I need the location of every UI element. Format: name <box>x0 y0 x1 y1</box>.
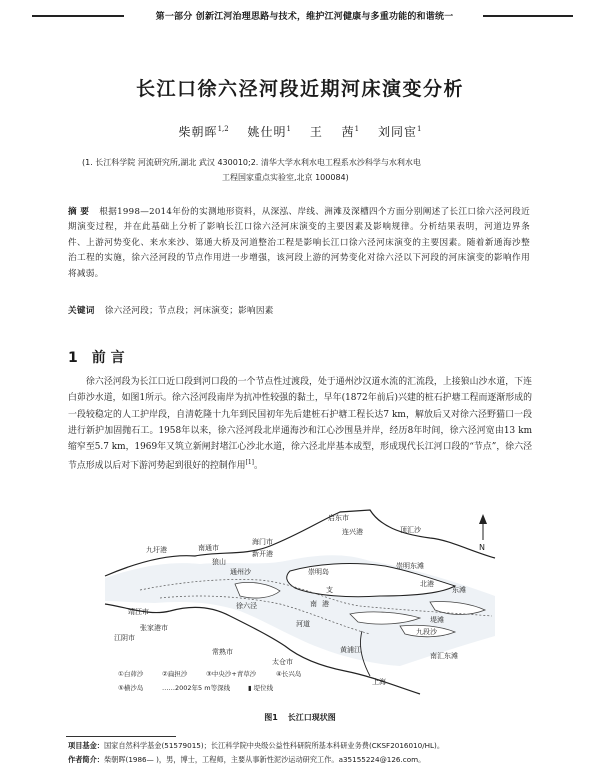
estuary-map <box>100 506 500 706</box>
place-label: 南 <box>310 600 317 608</box>
place-label: 崇明东滩 <box>396 562 424 570</box>
header-rule-left <box>32 15 124 17</box>
author-bio-footnote <box>68 755 538 765</box>
section-number: 1 <box>68 350 78 366</box>
place-label: 顶汇沙 <box>400 526 421 534</box>
place-label: 张家港市 <box>140 624 168 632</box>
affiliations <box>82 155 522 185</box>
footnote-rule <box>66 736 176 737</box>
legend-item: ……2002年5 m等深线 <box>162 684 231 692</box>
author-name: 柴朝晖$^{1,2}$ <box>178 125 229 139</box>
place-label: 九圩港 <box>146 546 167 554</box>
place-label: 南通市 <box>198 544 219 552</box>
section-heading <box>68 347 125 367</box>
paper-title: 长江口徐六泾河段近期河床演变分析 <box>135 78 464 100</box>
author-name: 刘同宦$^1$ <box>377 125 422 139</box>
legend-item: ②扁担沙 <box>162 670 188 678</box>
place-label: 港 <box>322 600 329 608</box>
abstract-label: 摘 要 <box>68 207 90 217</box>
footnote-text: 柴朝晖(1986— )，男，博士，工程师，主要从事新性泥沙运动研究工作。a35155224@126.com。 <box>103 755 426 764</box>
place-label: 九段沙 <box>416 628 437 636</box>
place-label: 河道 <box>296 620 310 628</box>
keywords-text: 徐六泾河段；节点段；河床演变；影响因素 <box>104 306 274 316</box>
affiliation-line: (1. 长江科学院 河流研究所,湖北 武汉 430010;2. 清华大学水利水电工程系水沙科学与水利水电 <box>82 158 421 167</box>
keywords <box>68 304 530 318</box>
place-label: 东滩 <box>452 586 466 594</box>
legend-item: ①白茆沙 <box>118 670 144 678</box>
paragraph-end: 。 <box>254 461 263 472</box>
abstract <box>68 205 530 282</box>
place-label: 江阴市 <box>114 634 135 642</box>
author-name: 王 茜$^1$ <box>309 125 360 139</box>
place-label: 崇明岛 <box>308 568 329 576</box>
place-label: 太仓市 <box>272 658 293 666</box>
place-label: 堤滩 <box>430 616 444 624</box>
legend-item: ④长兴岛 <box>276 670 302 678</box>
place-label: 黄浦江 <box>340 646 361 654</box>
place-label: 上海 <box>372 678 386 686</box>
place-label: 启东市 <box>328 514 349 522</box>
place-label: 狼山 <box>212 558 226 566</box>
legend-item: ▮ 堤位线 <box>248 684 274 692</box>
place-label: 靖江市 <box>128 608 149 616</box>
body-paragraph <box>68 374 532 475</box>
place-label: 通州沙 <box>230 568 251 576</box>
header-rule-right <box>483 15 573 17</box>
place-label: 北港 <box>420 580 434 588</box>
keywords-label: 关键词 <box>68 306 95 316</box>
footnote-label: 作者简介： <box>68 755 104 764</box>
place-label: 连兴港 <box>342 528 363 536</box>
affiliation-line: 工程国家重点实验室,北京 100084) <box>222 173 349 182</box>
paragraph-text: 徐六泾河段为长江口近口段到河口段的一个节点性过渡段，处于通州沙汉道水流的汇流段，上接狼山沙水道，下连白茆沙水道，如图1所示。徐六泾河段南岸为抗冲性较强的黏土，早年(1872年前后)兴建的桩石护塘工程而逐渐形成的一段较稳定的人工护岸段，自清乾隆十九年到民国初年先后建桩石护塘工程长达7 km，解放后又对徐六泾野猫口一段进行新护加固抛石工。1958年以来，徐六泾河段北岸通海沙和江心沙围垦并岸，经历8年时间，徐六泾河宽由13 km缩窄至5.7 km，1969年又筑立新闸封堵江心沙北水道，徐六泾北岸基本成型，形成现代长江河口段的“节点”，徐六泾节点形成以后对下游河势起到很好的控制作用 <box>68 377 532 472</box>
north-label: N <box>479 543 485 552</box>
place-label: 海门市 <box>252 538 273 546</box>
figure-caption <box>0 712 600 723</box>
place-label: 南汇东滩 <box>430 652 458 660</box>
abstract-text: 根据1998—2014年份的实测地形资料，从深泓、岸线、洲滩及深槽四个方面分别阐述了长江口徐六泾河段近期演变过程，并在此基础上分析了影响长江口徐六泾河床演变的主要因素及影响规律。分析结果表明，河道边界条件、上游河势变化、来水来沙、第通大桥及河道整治工程是影响长江口徐六泾河床演变的主要因素。随着新通海沙整治工程的实施，徐六泾河段的节点作用进一步增强，该河段上游的河势变化对徐六泾以下河段的河床演变的影响作用将减弱。 <box>68 207 530 279</box>
figure-number: 图1 <box>264 713 278 722</box>
citation-ref: [1] <box>245 459 254 467</box>
funding-footnote <box>68 741 538 751</box>
author-name: 姚仕明$^1$ <box>247 125 292 139</box>
footnote-label: 项目基金： <box>68 741 104 750</box>
place-label: 徐六泾 <box>236 602 257 610</box>
running-header-text: 第一部分 创新江河治理思路与技术，维护江河健康与多重功能的和谐统一 <box>155 12 454 22</box>
place-label: 常熟市 <box>212 648 233 656</box>
author-list <box>0 123 600 140</box>
section-title: 前 言 <box>91 350 125 366</box>
place-label: 新开港 <box>252 550 273 558</box>
legend-item: ③中央沙+青草沙 <box>206 670 257 678</box>
running-header <box>30 9 575 23</box>
estuary-map-figure <box>100 506 500 706</box>
legend-item: ⑤横沙岛 <box>118 684 144 692</box>
figure-caption-text: 长江口现状图 <box>287 713 336 722</box>
place-label: 支 <box>326 586 333 594</box>
footnote-text: 国家自然科学基金(51579015)；长江科学院中央级公益性科研院所基本科研业务费(CKSF2016010/HL)。 <box>103 741 445 750</box>
